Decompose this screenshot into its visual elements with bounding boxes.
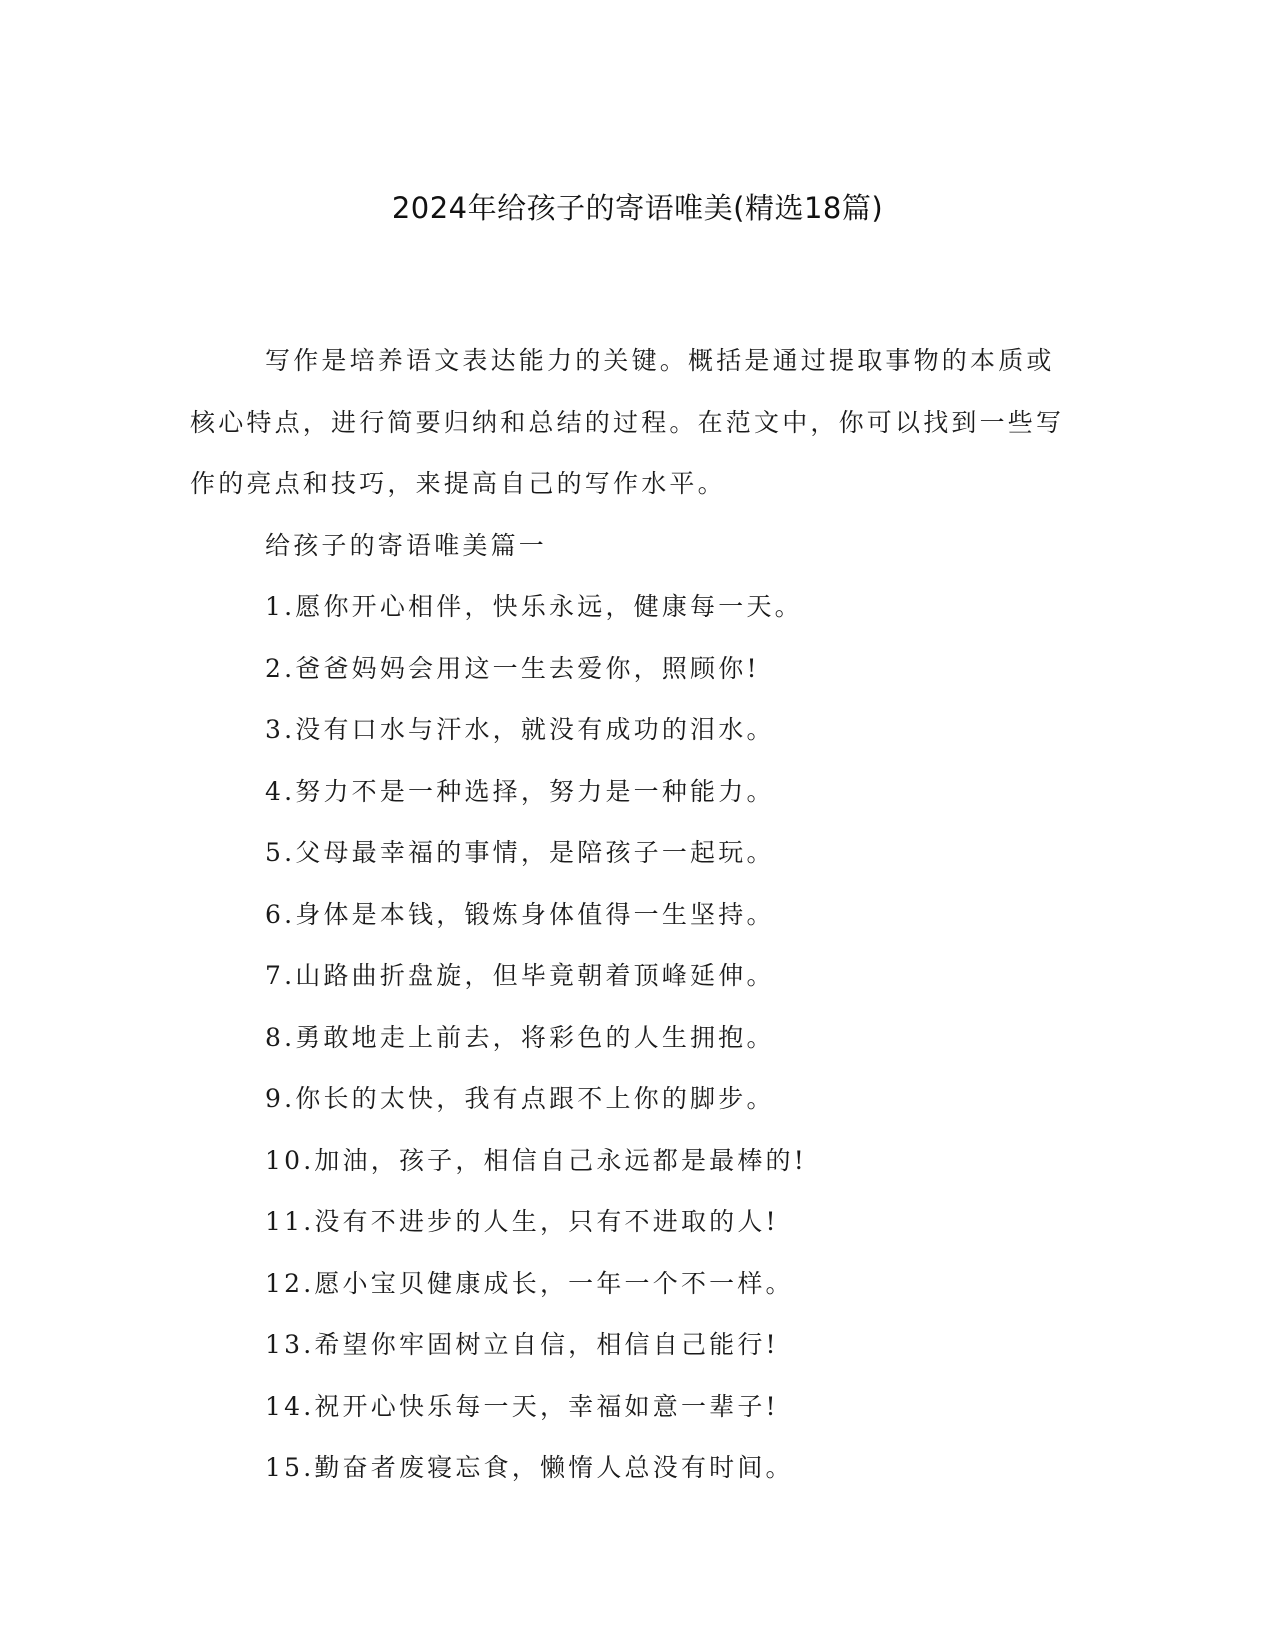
list-item: 3.没有口水与汗水，就没有成功的泪水。 [265, 715, 775, 744]
list-item: 4.努力不是一种选择，努力是一种能力。 [265, 776, 775, 806]
list-item: 2.爸爸妈妈会用这一生去爱你，照顾你! [265, 653, 760, 683]
list-item: 9.你长的太快，我有点跟不上你的脚步。 [265, 1084, 775, 1113]
section-heading: 给孩子的寄语唯美篇一 [265, 530, 548, 560]
list-item: 11.没有不进步的人生，只有不进取的人! [265, 1207, 779, 1236]
list-item: 14.祝开心快乐每一天，幸福如意一辈子! [265, 1391, 779, 1421]
list-item: 5.父母最幸福的事情，是陪孩子一起玩。 [265, 838, 775, 867]
list-item: 15.勤奋者废寝忘食，懒惰人总没有时间。 [265, 1453, 794, 1482]
document-body [190, 330, 1080, 1499]
list-item: 1.愿你开心相伴，快乐永远，健康每一天。 [265, 592, 803, 621]
list-item: 6.身体是本钱，锻炼身体值得一生坚持。 [265, 899, 775, 929]
list-item: 7.山路曲折盘旋，但毕竟朝着顶峰延伸。 [265, 961, 775, 990]
list-item: 13.希望你牢固树立自信，相信自己能行! [265, 1330, 779, 1359]
intro-paragraph: 写作是培养语文表达能力的关键。概括是通过提取事物的本质或核心特点，进行简要归纳和总结的过程。在范文中，你可以找到一些写作的亮点和技巧，来提高自己的写作水平。 [190, 346, 1065, 498]
document-title: 2024年给孩子的寄语唯美(精选18篇) [391, 191, 884, 225]
list-item: 8.勇敢地走上前去，将彩色的人生拥抱。 [265, 1022, 775, 1052]
list-item: 12.愿小宝贝健康成长，一年一个不一样。 [265, 1268, 794, 1298]
list-item: 10.加油，孩子，相信自己永远都是最棒的! [265, 1145, 808, 1175]
